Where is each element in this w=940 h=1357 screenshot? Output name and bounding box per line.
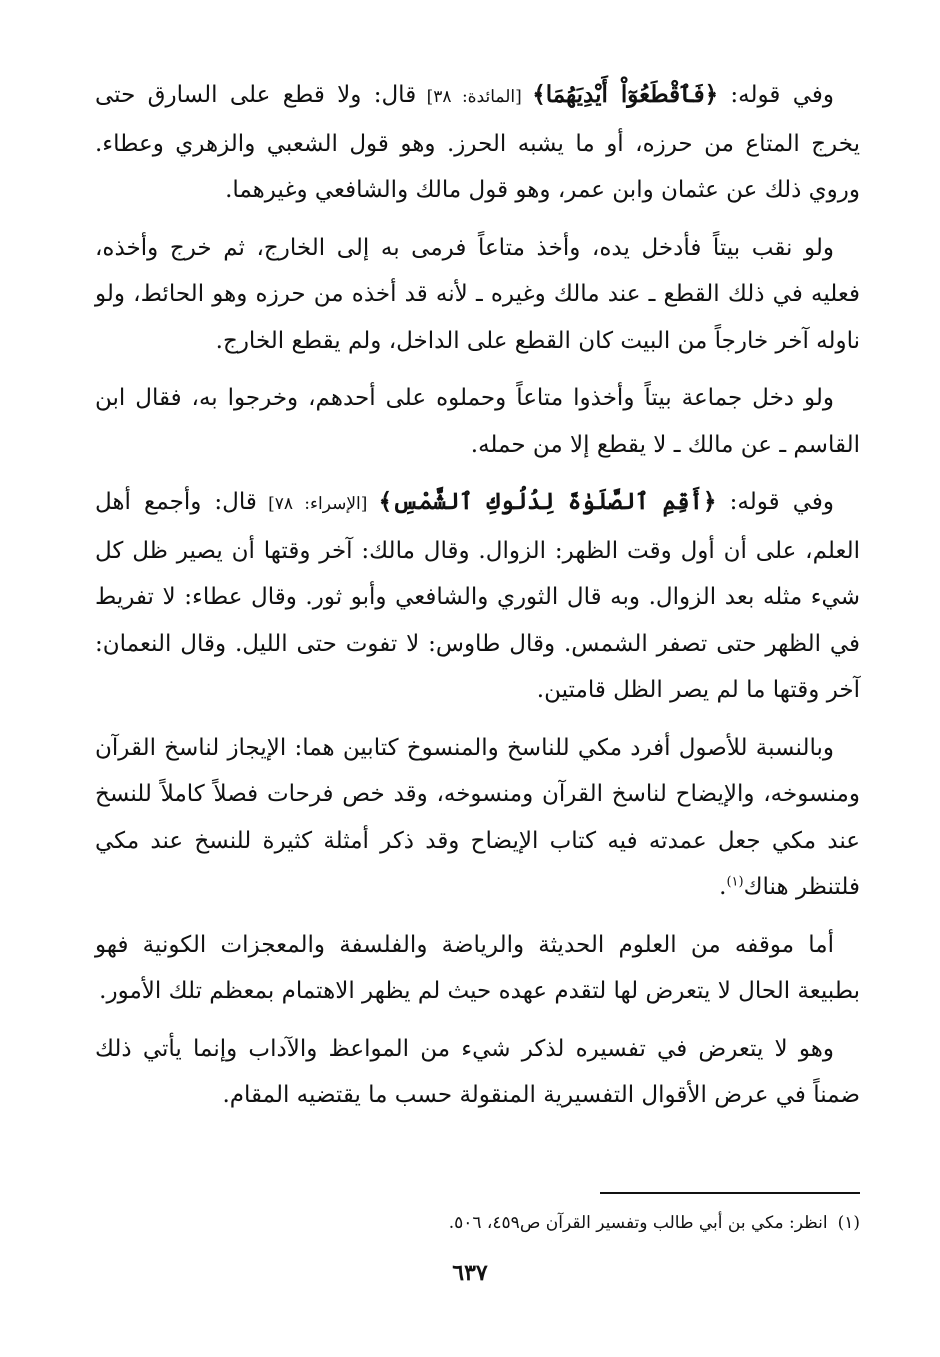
paragraph-naqb bbox=[95, 225, 860, 365]
verse-reference: [المائدة: ٣٨] bbox=[416, 87, 533, 107]
footnote-divider bbox=[600, 1192, 860, 1194]
quran-verse: ﴿أَقِمِ ٱلصَّلَوٰةَ لِدُلُوكِ ٱلشَّمْسِ﴾ bbox=[378, 488, 717, 515]
paragraph-text: وفي قوله: bbox=[718, 82, 834, 108]
paragraph-end: . bbox=[719, 874, 727, 900]
paragraph-usul bbox=[95, 725, 860, 911]
footnote-number: (١) bbox=[837, 1213, 860, 1233]
paragraph-text: قال: ولا قطع على السارق حتى يخرج المتاع من حرزه، أو ما يشبه الحرز. وهو قول الشعبي والزهري وعطاء. وروي ذلك عن عثمان وابن عمر، وهو قول مالك والشافعي وغيرهما. bbox=[95, 82, 860, 203]
body-text bbox=[95, 72, 860, 1130]
paragraph-text: ولو دخل جماعة بيتاً وأخذوا متاعاً وحملوه على أحدهم، وخرجوا به، فقال ابن القاسم ـ عن مالك ـ لا يقطع إلا من حمله. bbox=[95, 385, 860, 458]
paragraph-sariq bbox=[95, 72, 860, 214]
paragraph-text: قال: وأجمع أهل العلم، على أن أول وقت الظهر: الزوال. وقال مالك: آخر وقتها أن يصير ظل كل شيء مثله بعد الزوال. وبه قال الثوري والشافعي وأبو ثور. وقال عطاء: لا تفريط في الظهر حتى تصفر الشمس. وقال طاوس: لا تفوت حتى الليل. وقال النعمان: آخر وقتها ما لم يصر الظل قامتين. bbox=[95, 489, 860, 703]
paragraph-text: وهو لا يتعرض في تفسيره لذكر شيء من المواعظ والآداب وإنما يأتي ذلك ضمناً في عرض الأقوال التفسيرية المنقولة حسب ما يقتضيه المقام. bbox=[95, 1035, 860, 1108]
paragraph-mawaiz bbox=[95, 1026, 860, 1119]
paragraph-jamaa bbox=[95, 375, 860, 468]
verse-reference: [الإسراء: ٧٨] bbox=[256, 494, 379, 514]
paragraph-text: ولو نقب بيتاً فأدخل يده، وأخذ متاعاً فرمى به إلى الخارج، ثم خرج وأخذه، فعليه في ذلك القطع ـ عند مالك وغيره ـ لأنه قد أخذه من حرزه وهو الحائط، ولو ناوله آخر خارجاً من البيت كان القطع على الداخل، ولم يقطع الخارج. bbox=[95, 234, 860, 354]
paragraph-text: أما موقفه من العلوم الحديثة والرياضة والفلسفة والمعجزات الكونية فهو بطبيعة الحال لا يتعرض لها لتقدم عهده حيث لم يظهر الاهتمام بمعظم تلك الأمور. bbox=[95, 931, 860, 1004]
quran-verse: ﴿فَٱقْطَعُوٓاْ أَيْدِيَهُمَا﴾ bbox=[532, 81, 719, 108]
paragraph-salah bbox=[95, 479, 860, 714]
footnote bbox=[95, 1208, 860, 1238]
paragraph-text: وفي قوله: bbox=[716, 489, 834, 515]
footnote-text: انظر: مكي بن أبي طالب وتفسير القرآن ص٤٥٩، ٥٠٦. bbox=[448, 1213, 828, 1233]
footnote-marker[interactable]: (١) bbox=[726, 874, 744, 890]
page-number: ٦٣٧ bbox=[452, 1260, 488, 1286]
paragraph-ulum bbox=[95, 922, 860, 1015]
paragraph-text: وبالنسبة للأصول أفرد مكي للناسخ والمنسوخ كتابين هما: الإيجاز لناسخ القرآن ومنسوخه، والإيضاح لناسخ القرآن ومنسوخه، وقد خص فرحات فصلاً كاملاً للنسخ عند مكي جعل عمدته فيه كتاب الإيضاح وقد ذكر أمثلة كثيرة للنسخ عند مكي فلتنظر هناك bbox=[95, 734, 860, 900]
